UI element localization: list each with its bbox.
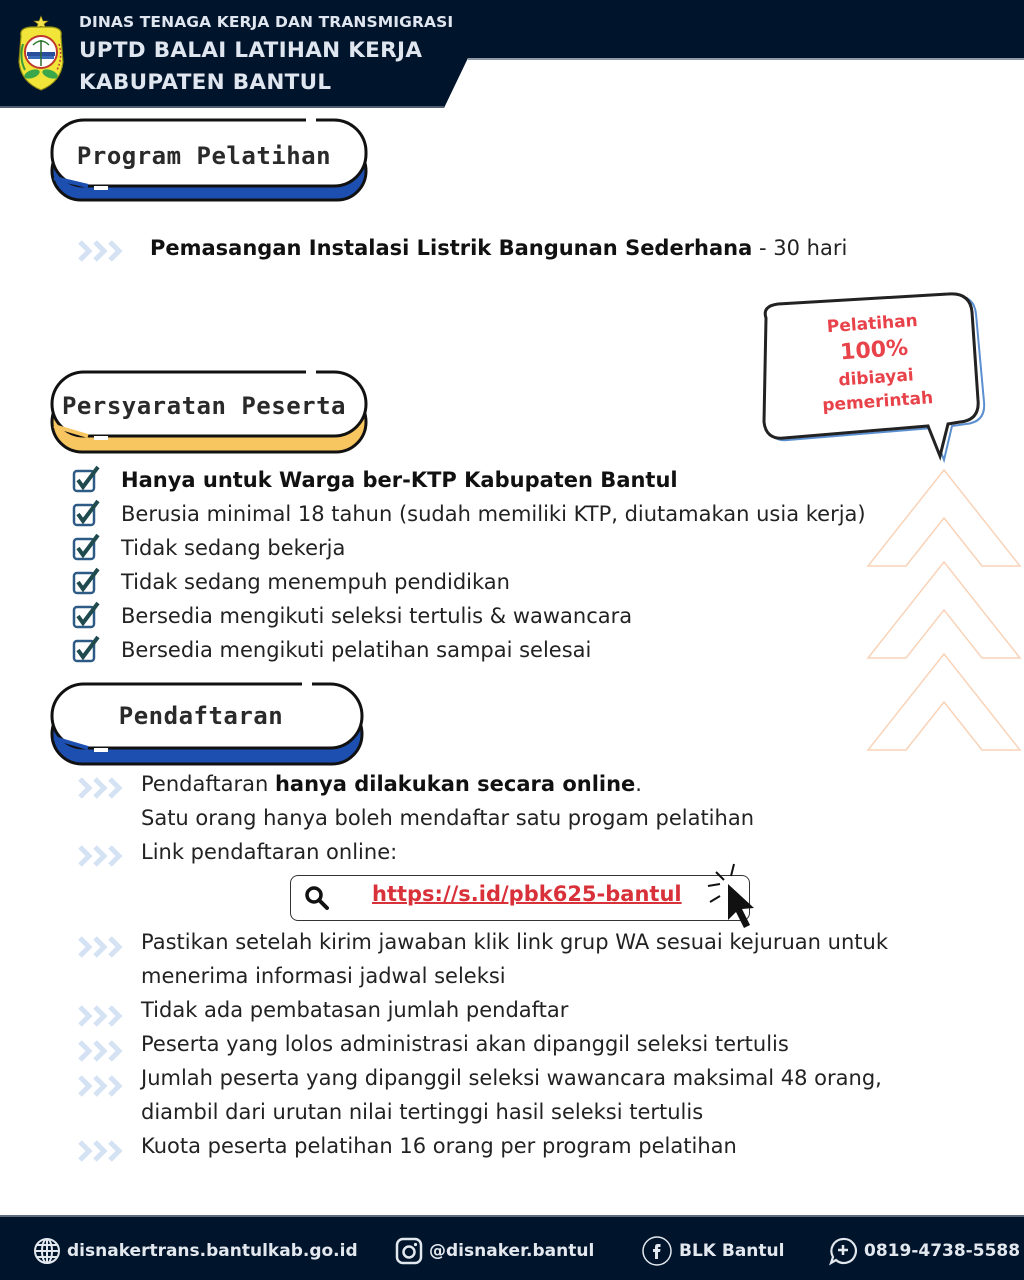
- requirement-text: Tidak sedang menempuh pendidikan: [121, 570, 510, 594]
- whatsapp-icon: [828, 1236, 858, 1266]
- mouse-cursor-click-icon: [704, 862, 764, 932]
- footer-whatsapp[interactable]: [828, 1237, 1020, 1265]
- registration-item-quota: Kuota peserta pelatihan 16 orang per program pelatihan: [141, 1134, 737, 1158]
- facebook-icon: [641, 1235, 673, 1267]
- search-icon: [303, 884, 331, 912]
- section-heading-requirements: [48, 368, 368, 460]
- badge-line-1: Pelatihan: [826, 310, 919, 338]
- checkbox-checked-icon: [72, 601, 102, 631]
- instagram-icon: [395, 1237, 423, 1265]
- chevrons-right-icon: [78, 1140, 126, 1162]
- chevrons-right-icon: [78, 936, 126, 958]
- facebook-text: BLK Bantul: [679, 1241, 785, 1261]
- requirement-text: Tidak sedang bekerja: [121, 536, 346, 560]
- checkbox-checked-icon: [72, 533, 102, 563]
- registration-link[interactable]: https://s.id/pbk625-bantul: [372, 882, 682, 906]
- program-name: Pemasangan Instalasi Listrik Bangunan Sederhana: [150, 236, 753, 260]
- section-heading-label: Persyaratan Peserta: [61, 392, 347, 420]
- section-heading-program: [48, 116, 368, 208]
- chevrons-right-icon: [78, 1075, 126, 1097]
- website-text: disnakertrans.bantulkab.go.id: [67, 1241, 358, 1261]
- registration-item-interview-line2: diambil dari urutan nilai tertinggi hasil seleksi tertulis: [141, 1100, 704, 1124]
- instagram-text: @disnaker.bantul: [429, 1241, 595, 1261]
- footer-website[interactable]: [33, 1237, 358, 1265]
- section-heading-label: Program Pelatihan: [76, 142, 332, 170]
- section-heading-registration: [48, 680, 368, 772]
- requirement-item: [72, 531, 866, 565]
- registration-text-bold: hanya dilakukan secara online: [274, 772, 636, 796]
- chevrons-right-icon: [78, 1005, 126, 1027]
- requirement-item: [72, 633, 866, 667]
- requirement-text: Bersedia mengikuti seleksi tertulis & wawancara: [121, 604, 633, 628]
- footer-facebook[interactable]: [641, 1237, 784, 1265]
- chevrons-right-icon: [78, 1040, 126, 1062]
- program-duration: - 30 hari: [752, 236, 848, 260]
- checkbox-checked-icon: [72, 635, 102, 665]
- unit-name: UPTD BALAI LATIHAN KERJA: [79, 38, 423, 63]
- requirement-text: Berusia minimal 18 tahun (sudah memiliki KTP, diutamakan usia kerja): [121, 502, 866, 526]
- registration-text: Pendaftaran: [141, 772, 275, 796]
- registration-item-interview: Jumlah peserta yang dipanggil seleksi wawancara maksimal 48 orang,: [141, 1066, 882, 1090]
- globe-icon: [33, 1237, 61, 1265]
- org-name: DINAS TENAGA KERJA DAN TRANSMIGRASI: [79, 13, 454, 31]
- section-heading-label: Pendaftaran: [118, 702, 284, 730]
- kabupaten-bantul-emblem-icon: [13, 14, 69, 94]
- registration-item-no-limit: Tidak ada pembatasan jumlah pendaftar: [141, 998, 569, 1022]
- requirement-item: [72, 599, 866, 633]
- free-training-badge: [797, 307, 954, 419]
- registration-item-wa-line2: menerima informasi jadwal seleksi: [141, 964, 506, 988]
- program-item: [150, 236, 847, 260]
- footer-instagram[interactable]: [395, 1237, 594, 1265]
- requirement-item: [72, 565, 866, 599]
- registration-item-link-label: Link pendaftaran online:: [141, 840, 398, 864]
- header-banner: [0, 0, 1024, 108]
- checkbox-checked-icon: [72, 499, 102, 529]
- whatsapp-text: 0819-4738-5588: [864, 1241, 1021, 1261]
- badge-line-4: pemerintah: [821, 388, 934, 416]
- badge-line-3: dibiayai: [837, 365, 915, 391]
- requirement-text: Hanya untuk Warga ber-KTP Kabupaten Bantul: [121, 468, 678, 492]
- registration-item-admin: Peserta yang lolos administrasi akan dipanggil seleksi tertulis: [141, 1032, 789, 1056]
- requirements-list: [72, 463, 866, 667]
- registration-item-wa: Pastikan setelah kirim jawaban klik link grup WA sesuai kejuruan untuk: [141, 930, 888, 954]
- registration-text: .: [635, 772, 642, 796]
- checkbox-checked-icon: [72, 465, 102, 495]
- chevrons-right-icon: [78, 777, 126, 799]
- registration-item-online: [141, 772, 642, 796]
- requirement-item: [72, 497, 866, 531]
- decorative-up-arrows-icon: [866, 468, 1022, 754]
- chevrons-right-icon: [78, 240, 126, 262]
- requirement-item: [72, 463, 866, 497]
- requirement-text: Bersedia mengikuti pelatihan sampai selesai: [121, 638, 592, 662]
- footer-contact-bar: [0, 1215, 1024, 1280]
- chevrons-right-icon: [78, 845, 126, 867]
- region-name: KABUPATEN BANTUL: [79, 70, 332, 95]
- badge-line-2: 100%: [839, 335, 909, 366]
- registration-item-line: Satu orang hanya boleh mendaftar satu progam pelatihan: [141, 806, 754, 830]
- checkbox-checked-icon: [72, 567, 102, 597]
